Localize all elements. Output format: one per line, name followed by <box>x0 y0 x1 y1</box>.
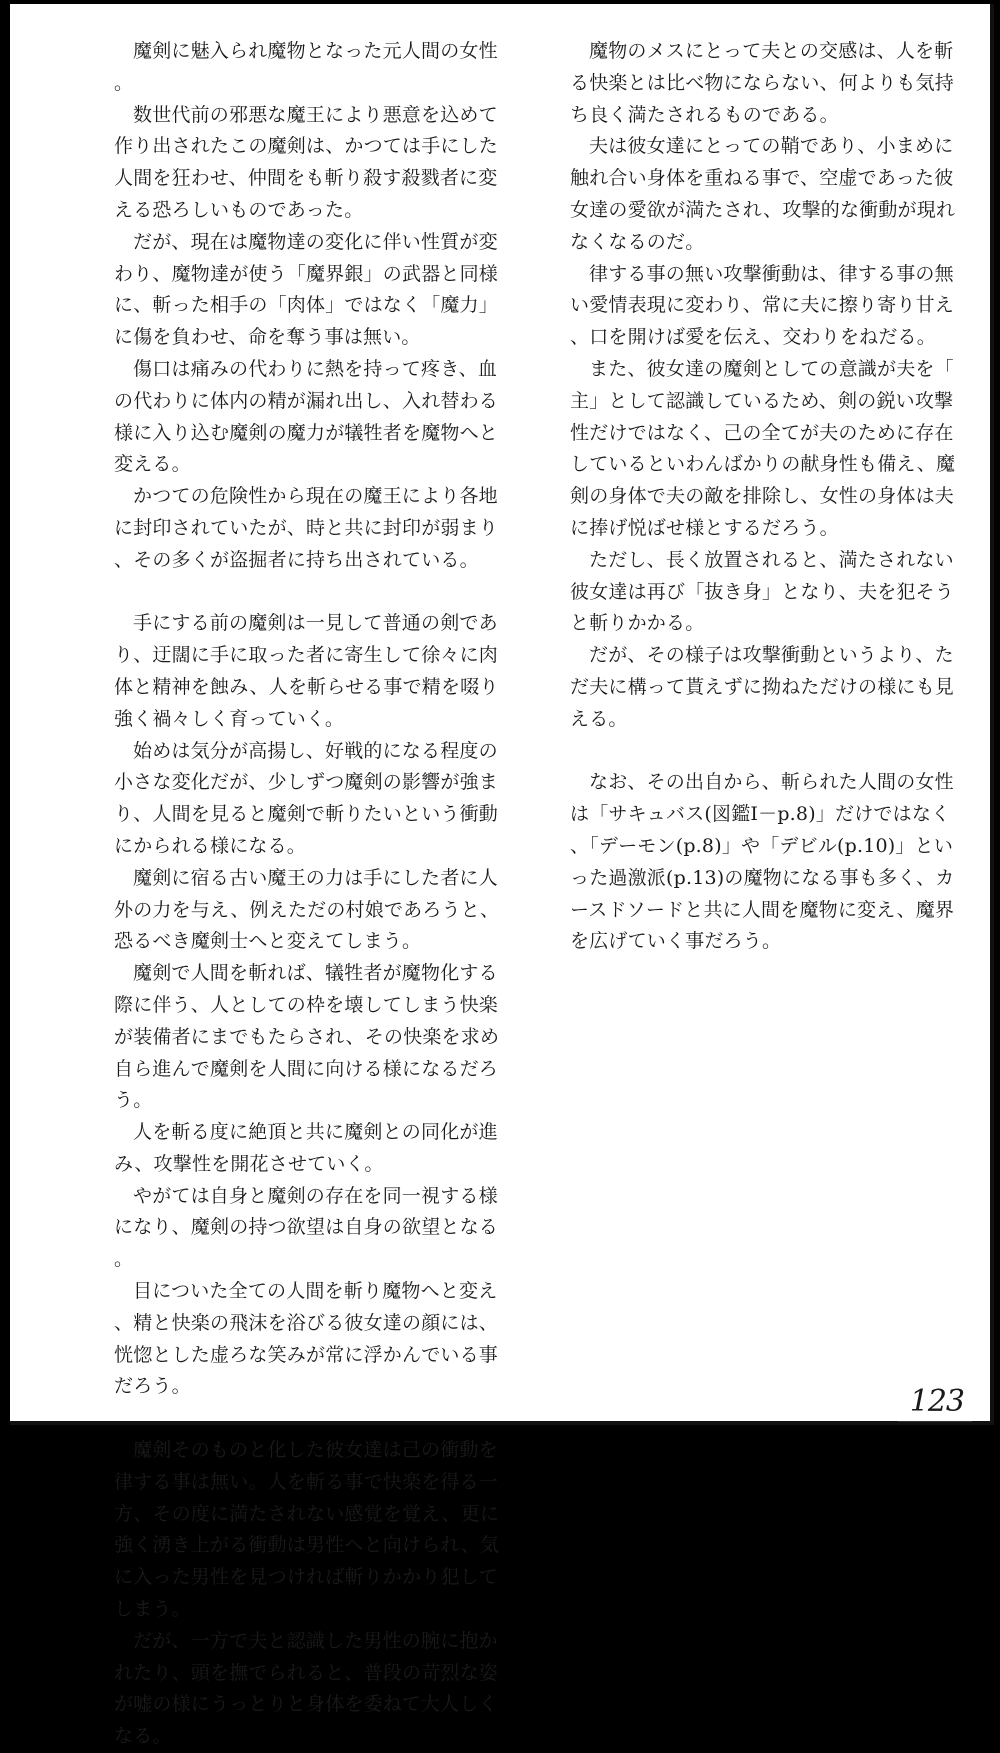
paragraph: だが、一方で夫と認識した男性の腕に抱かれたり、頭を撫でられると、普段の苛烈な姿が嘘の様にうっとりと身体を委ねて大人しくなる。 <box>114 1629 499 1748</box>
paragraph: また、彼女達の魔剣としての意識が夫を「主」として認識しているため、剣の鋭い攻撃性だけではなく、己の全てが夫のために存在しているといわんばかりの献身性も備え、魔剣の身体で夫の敵を排除し、女性の身体は夫に捧げ悦ばせ様とするだろう。 <box>570 357 956 539</box>
paragraph: かつての危険性から現在の魔王により各地に封印されていたが、時と共に封印が弱まり、その多くが盗掘者に持ち出されている。 <box>114 485 499 571</box>
paragraph: 夫は彼女達にとっての鞘であり、小まめに触れ合い身体を重ねる事で、空虚であった彼女達の愛欲が満たされ、攻撃的な衝動が現れなくなるのだ。 <box>570 135 956 253</box>
paragraph: だが、その様子は攻撃衝動というより、ただ夫に構って貰えずに拗ねただけの様にも見える。 <box>570 644 955 730</box>
paragraph: ただし、長く放置されると、満たされない彼女達は再び「抜き身」となり、夫を犯そうと斬りかかる。 <box>570 548 955 635</box>
paragraph: 魔剣そのものと化した彼女達は己の衝動を律する事は無い。人を斬る事で快楽を得る一方、その度に満たされない感覚を覚え、更に強く湧き上がる衝動は男性へと向けられ、気に入った男性を見つければ斬りかかり犯してしまう。 <box>114 1439 500 1621</box>
paragraph: 魔剣で人間を斬れば、犠牲者が魔物化する際に伴う、人としての枠を壊してしまう快楽が装備者にまでもたらされ、その快楽を求め自ら進んで魔剣を人間に向ける様になるだろう。 <box>114 962 500 1112</box>
paragraph: 人を斬る度に絶頂と共に魔剣との同化が進み、攻撃性を開花させていく。 <box>114 1121 498 1175</box>
paragraph: 魔物のメスにとって夫との交感は、人を斬る快楽とは比べ物にならない、何よりも気持ち良く満たされるものである。 <box>570 40 955 126</box>
paragraph: 数世代前の邪悪な魔王により悪意を込めて作り出されたこの魔剣は、かつては手にした人間を狂わせ、仲間をも斬り殺す殺戮者に変える恐ろしいものであった。 <box>114 103 499 221</box>
page-number: 123 <box>909 1384 964 1419</box>
paragraph: だが、現在は魔物達の変化に伴い性質が変わり、魔物達が使う「魔界銀」の武器と同様に、斬った相手の「肉体」ではなく「魔力」に傷を負わせ、命を奪う事は無い。 <box>114 230 499 349</box>
paragraph-gap <box>114 1403 516 1435</box>
paragraph: やがては自身と魔剣の存在を同一視する様になり、魔剣の持つ欲望は自身の欲望となる。 <box>114 1184 499 1271</box>
paragraph: 魔剣に魅入られ魔物となった元人間の女性。 <box>114 40 498 94</box>
paragraph: 目についた全ての人間を斬り魔物へと変え、精と快楽の飛沫を浴びる彼女達の顔には、恍惚とした虚ろな笑みが常に浮かんでいる事だろう。 <box>114 1280 499 1398</box>
paragraph: 傷口は痛みの代わりに熱を持って疼き、血の代わりに体内の精が漏れ出し、入れ替わる様に入り込む魔剣の魔力が犠牲者を魔物へと変える。 <box>114 357 499 476</box>
left-text-column <box>114 36 516 1753</box>
paragraph: 律する事の無い攻撃衝動は、律する事の無い愛情表現に変わり、常に夫に擦り寄り甘え、口を開けば愛を伝え、交わりをねだる。 <box>570 262 955 349</box>
paragraph: 手にする前の魔剣は一見して普通の剣であり、迂闊に手に取った者に寄生して徐々に肉体と精神を蝕み、人を斬らせる事で精を啜り強く禍々しく育っていく。 <box>114 612 499 730</box>
paragraph: なお、その出自から、斬られた人間の女性は「サキュバス(図鑑Ⅰ－p.8)」だけではなく、「デーモン(p.8)」や「デビル(p.10)」といった過激派(p.13)の魔物になる事も多く、カースドソードと共に人間を魔物に変え、魔界を広げていく事だろう。 <box>570 771 955 953</box>
book-page <box>10 4 994 1748</box>
paragraph: 魔剣に宿る古い魔王の力は手にした者に人外の力を与え、例えただの村娘であろうと、恐るべき魔剣士へと変えてしまう。 <box>114 866 500 953</box>
paragraph: 始めは気分が高揚し、好戦的になる程度の小さな変化だが、少しずつ魔剣の影響が強まり、人間を見ると魔剣で斬りたいという衝動にかられる様になる。 <box>114 739 499 857</box>
right-text-column <box>570 36 965 958</box>
paragraph-gap <box>114 577 516 609</box>
paragraph-gap <box>570 736 965 768</box>
